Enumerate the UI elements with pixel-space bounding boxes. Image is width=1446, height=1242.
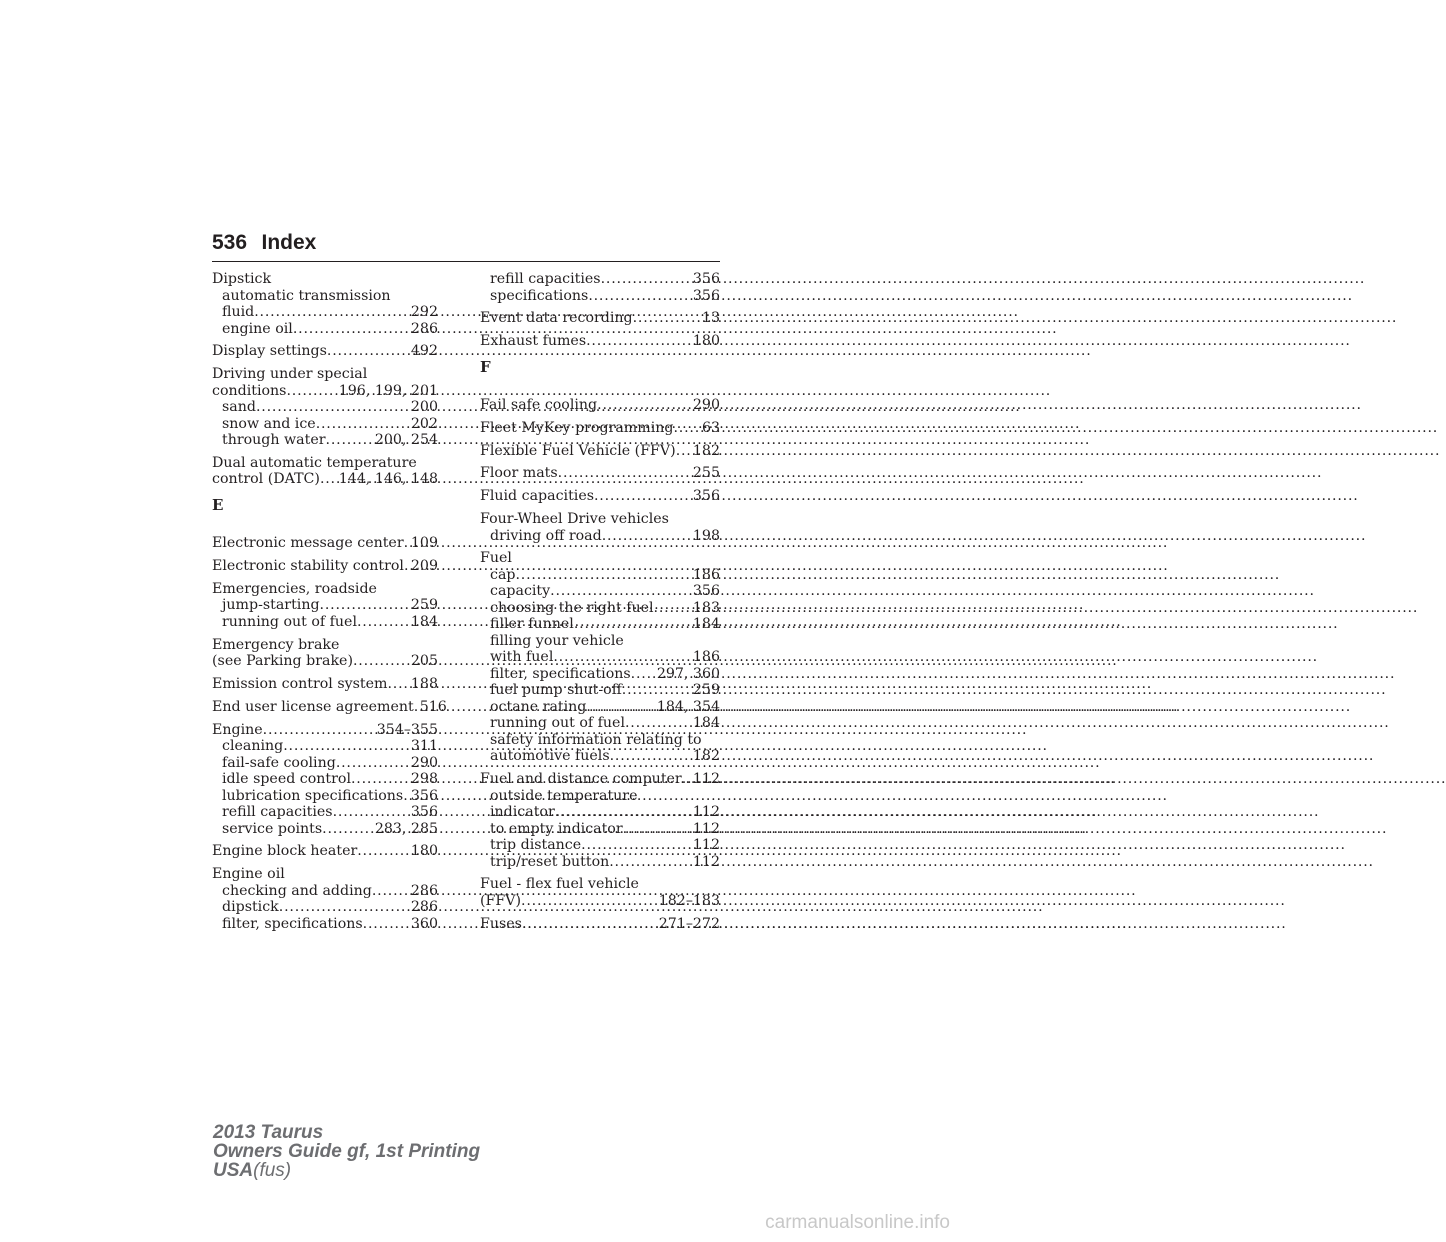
page-reference: 112 bbox=[692, 804, 720, 821]
leader-dots bbox=[558, 465, 693, 482]
leader-dots bbox=[404, 535, 411, 552]
leader-dots bbox=[631, 666, 657, 683]
leader-dots bbox=[293, 321, 411, 338]
index-entry-line bbox=[212, 722, 438, 739]
leader-dots bbox=[403, 788, 411, 805]
index-subentry-line bbox=[480, 600, 720, 617]
leader-dots bbox=[363, 916, 411, 933]
entry-term: Four-Wheel Drive vehicles bbox=[480, 511, 669, 528]
index-entry bbox=[480, 511, 720, 544]
leader-dots bbox=[633, 310, 702, 327]
index-entry-line bbox=[480, 443, 720, 460]
leader-dots bbox=[622, 682, 693, 699]
index-subentry-line bbox=[480, 666, 720, 683]
entry-term: octane rating bbox=[490, 698, 587, 715]
page-reference: 290 bbox=[692, 397, 720, 414]
index-entry bbox=[480, 550, 720, 765]
index-entry-line bbox=[480, 771, 720, 788]
index-entry-line bbox=[480, 876, 720, 893]
index-entry bbox=[480, 771, 720, 870]
leader-dots bbox=[623, 821, 693, 838]
page-reference: 112 bbox=[692, 837, 720, 854]
page-reference: 286 bbox=[410, 899, 438, 916]
index-subentry-line bbox=[212, 288, 438, 305]
entry-term: running out of fuel bbox=[222, 613, 357, 630]
leader-dots bbox=[372, 883, 411, 900]
index-entry bbox=[212, 581, 438, 631]
entry-term: idle speed control bbox=[222, 771, 351, 788]
leader-dots bbox=[516, 567, 693, 584]
index-entry-line bbox=[480, 511, 720, 528]
entry-term: (FFV) bbox=[480, 892, 522, 909]
index-entry-line bbox=[480, 310, 720, 327]
leader-dots bbox=[333, 804, 411, 821]
index-subentry-line bbox=[212, 597, 438, 614]
leader-dots bbox=[404, 558, 411, 575]
entry-term: specifications bbox=[490, 287, 589, 304]
index-entry-line bbox=[212, 653, 438, 670]
index-entry-line bbox=[480, 893, 720, 910]
index-subentry-line bbox=[212, 304, 438, 321]
index-entry-line bbox=[212, 366, 438, 383]
entry-term: Fuel - flex fuel vehicle bbox=[480, 876, 639, 893]
entry-term: Fuel and distance computer bbox=[480, 771, 682, 788]
page-reference: 255 bbox=[692, 465, 720, 482]
page-reference: 112 bbox=[692, 853, 720, 870]
page-reference: 183 bbox=[692, 599, 720, 616]
entry-term: outside temperature bbox=[490, 787, 638, 804]
page-number: 536 bbox=[212, 231, 248, 254]
page-reference: 356 bbox=[692, 287, 720, 304]
entry-term: through water bbox=[222, 432, 326, 449]
index-entry bbox=[480, 876, 720, 909]
leader-dots bbox=[676, 443, 693, 460]
entry-term: Emergency brake bbox=[212, 636, 340, 653]
index-subentry-line bbox=[480, 715, 720, 732]
index-subentry-line bbox=[212, 738, 438, 755]
page-title: Index bbox=[261, 231, 317, 254]
leader-dots bbox=[521, 893, 659, 910]
page-reference: 202 bbox=[410, 415, 438, 432]
index-column-right bbox=[480, 271, 720, 939]
page-reference: 182–183 bbox=[658, 892, 720, 909]
page-reference: 356 bbox=[410, 804, 438, 821]
index-entry-line bbox=[212, 383, 438, 400]
index-subentry-line bbox=[480, 699, 720, 716]
entry-term: Emergencies, roadside bbox=[212, 580, 377, 597]
entry-term: refill capacities bbox=[490, 271, 601, 287]
leader-dots bbox=[322, 821, 375, 838]
page-reference: 492 bbox=[410, 343, 438, 360]
entry-term: fluid bbox=[222, 304, 255, 320]
header-rule bbox=[212, 261, 720, 262]
index-entry bbox=[480, 397, 720, 414]
index-entry bbox=[212, 843, 438, 860]
entry-term: Electronic message center bbox=[212, 535, 404, 552]
entry-term: Flexible Fuel Vehicle (FFV) bbox=[480, 442, 676, 459]
index-subentry-line bbox=[212, 804, 438, 821]
index-subentry-line bbox=[480, 649, 720, 666]
index-entry-line bbox=[212, 535, 438, 552]
entry-term: conditions bbox=[212, 382, 287, 399]
page-reference: 297, 360 bbox=[656, 665, 720, 682]
leader-dots bbox=[327, 343, 411, 360]
page-reference: 259 bbox=[410, 597, 438, 614]
entry-term: Fuses bbox=[480, 915, 522, 932]
entry-term: Exhaust fumes bbox=[480, 333, 587, 350]
index-subentry-line bbox=[480, 616, 720, 633]
page-reference: 356 bbox=[692, 488, 720, 505]
page-reference: 184 bbox=[410, 613, 438, 630]
entry-term: jump-starting bbox=[222, 597, 320, 614]
entry-term: Dual automatic temperature bbox=[212, 454, 417, 471]
leader-dots bbox=[283, 738, 411, 755]
index-subentry-line bbox=[480, 288, 720, 305]
entry-term: fail-safe cooling bbox=[222, 754, 336, 771]
index-subentry-line bbox=[480, 633, 720, 650]
index-entry-line bbox=[212, 581, 438, 598]
index-subentry-line bbox=[212, 788, 438, 805]
page-reference: 200, 254 bbox=[374, 432, 438, 449]
leader-dots bbox=[555, 804, 693, 821]
entry-term: automotive fuels bbox=[490, 748, 610, 765]
entry-term: Fail safe cooling bbox=[480, 397, 598, 414]
leader-dots bbox=[609, 854, 693, 871]
index-letter-heading: E bbox=[212, 495, 224, 514]
index-subentry-line bbox=[212, 883, 438, 900]
index-subentry-line bbox=[480, 804, 720, 821]
leader-dots bbox=[336, 755, 411, 772]
footer-line-guide: Owners Guide gf, 1st Printing bbox=[213, 1141, 481, 1162]
index-entry bbox=[212, 366, 438, 449]
index-entry bbox=[480, 443, 720, 460]
index-subentry-line bbox=[212, 821, 438, 838]
index-entry bbox=[212, 676, 438, 693]
entry-term: to empty indicator bbox=[490, 820, 623, 837]
page-reference: 356 bbox=[410, 787, 438, 804]
index-entry-line bbox=[212, 676, 438, 693]
leader-dots bbox=[326, 432, 375, 449]
entry-term: Event data recording bbox=[480, 310, 633, 327]
index-entry-line bbox=[212, 698, 447, 716]
entry-term: filling your vehicle bbox=[490, 632, 624, 649]
leader-dots bbox=[256, 399, 411, 416]
index-subentry-line bbox=[212, 614, 438, 631]
page-reference: 184 bbox=[692, 715, 720, 732]
page-reference: 356 bbox=[692, 583, 720, 600]
entry-term: sand bbox=[222, 399, 256, 416]
page-reference: 188 bbox=[410, 676, 438, 693]
leader-dots bbox=[574, 616, 693, 633]
index-entry-line bbox=[212, 271, 438, 288]
index-entry bbox=[212, 637, 438, 670]
entry-term: control (DATC) bbox=[212, 471, 320, 488]
page-reference: 311 bbox=[410, 738, 438, 755]
leader-dots bbox=[625, 715, 693, 732]
entry-term: Floor mats bbox=[480, 465, 558, 482]
index-subentry-line bbox=[212, 771, 438, 788]
leader-dots bbox=[279, 899, 411, 916]
leader-dots bbox=[351, 771, 411, 788]
entry-term: checking and adding bbox=[222, 882, 372, 899]
page-reference: 198 bbox=[692, 527, 720, 544]
entry-term: choosing the right fuel bbox=[490, 599, 654, 616]
page-reference: 112 bbox=[692, 771, 720, 788]
page-reference: 196, 199, 201 bbox=[338, 382, 438, 399]
page-reference: 184, 354 bbox=[656, 698, 720, 715]
index-column-left bbox=[212, 271, 447, 939]
leader-dots bbox=[654, 600, 693, 617]
index-entry-line bbox=[480, 488, 720, 505]
entry-term: safety information relating to bbox=[490, 731, 702, 748]
index-entry bbox=[480, 333, 720, 350]
footer bbox=[213, 1123, 480, 1180]
page-reference: 354–355 bbox=[376, 721, 438, 738]
entry-term: engine oil bbox=[222, 320, 293, 337]
index-entry-line bbox=[480, 333, 720, 350]
index-entry-line bbox=[212, 866, 438, 883]
page-reference: 286 bbox=[410, 882, 438, 899]
index-entry-line bbox=[212, 343, 438, 360]
index-entry bbox=[212, 271, 438, 337]
index-subentry-line bbox=[480, 748, 720, 765]
page-reference: 360 bbox=[410, 915, 438, 932]
index-subentry-line bbox=[212, 899, 438, 916]
index-entry bbox=[212, 866, 438, 932]
page-reference: 205 bbox=[410, 653, 438, 670]
page-reference: 290 bbox=[410, 754, 438, 771]
leader-dots bbox=[581, 837, 693, 854]
index-entry bbox=[480, 271, 720, 304]
entry-term: trip/reset button bbox=[490, 853, 610, 870]
page-reference: 259 bbox=[692, 682, 720, 699]
page-reference: 180 bbox=[692, 333, 720, 350]
index-entry bbox=[480, 310, 720, 327]
page-reference: 184 bbox=[692, 616, 720, 633]
page-reference: 271–272 bbox=[658, 915, 720, 932]
index-entry-line bbox=[480, 465, 720, 482]
entry-term: trip distance bbox=[490, 837, 582, 854]
page-reference: 63 bbox=[701, 419, 720, 436]
entry-term: Engine block heater bbox=[212, 843, 358, 860]
index-entry bbox=[212, 722, 438, 838]
entry-term: Driving under special bbox=[212, 366, 368, 383]
entry-term: dipstick bbox=[222, 899, 279, 916]
index-entry-line bbox=[480, 550, 720, 567]
page-reference: 356 bbox=[692, 271, 720, 287]
entry-term: Display settings bbox=[212, 343, 327, 360]
entry-term: running out of fuel bbox=[490, 715, 625, 732]
index-entry bbox=[212, 698, 447, 716]
entry-term: Electronic stability control bbox=[212, 558, 404, 575]
entry-term: End user license agreement bbox=[212, 698, 414, 715]
leader-dots bbox=[550, 583, 693, 600]
footer-line-region: USA(fus) bbox=[213, 1160, 292, 1181]
entry-term: indicator bbox=[490, 804, 555, 821]
leader-dots bbox=[263, 722, 377, 739]
index-entry-line bbox=[212, 637, 438, 654]
index-entry-line bbox=[212, 843, 438, 860]
leader-dots bbox=[610, 748, 693, 765]
entry-term: Dipstick bbox=[212, 271, 272, 287]
entry-term: service points bbox=[222, 820, 323, 837]
leader-dots bbox=[357, 614, 411, 631]
leader-dots bbox=[682, 771, 693, 788]
index-subentry-line bbox=[480, 854, 720, 871]
index-subentry-line bbox=[212, 432, 438, 449]
page-reference: 144, 146, 148 bbox=[338, 471, 438, 488]
entry-term: driving off road bbox=[490, 527, 602, 544]
watermark: carmanualsonline.info bbox=[765, 1212, 950, 1233]
index-subentry-line bbox=[480, 732, 720, 749]
index-entry-line bbox=[480, 420, 720, 437]
index-entry-line bbox=[212, 471, 438, 488]
index-subentry-line bbox=[212, 755, 438, 772]
entry-term: Fleet MyKey programming bbox=[480, 419, 674, 436]
page-reference: 112 bbox=[692, 820, 720, 837]
leader-dots bbox=[254, 304, 411, 321]
entry-term: capacity bbox=[490, 583, 551, 600]
index-entry-line bbox=[212, 558, 438, 575]
index-subentry-line bbox=[480, 583, 720, 600]
page-reference: 200 bbox=[410, 399, 438, 416]
entry-term: cap bbox=[490, 566, 516, 583]
page-reference: 182 bbox=[692, 442, 720, 459]
entry-term: automatic transmission bbox=[222, 287, 391, 304]
index-entry bbox=[480, 465, 720, 482]
index-subentry-line bbox=[480, 271, 720, 288]
leader-dots bbox=[357, 843, 411, 860]
entry-term: lubrication specifications bbox=[222, 787, 404, 804]
entry-term: filter, specifications bbox=[490, 665, 631, 682]
page-reference: 180 bbox=[410, 843, 438, 860]
index-letter-heading: F bbox=[480, 357, 491, 376]
page-reference: 298 bbox=[410, 771, 438, 788]
leader-dots bbox=[588, 288, 693, 305]
entry-term: filter, specifications bbox=[222, 915, 363, 932]
index-subentry-line bbox=[212, 321, 438, 338]
page-reference: 186 bbox=[692, 566, 720, 583]
entry-term: Emission control system bbox=[212, 676, 388, 693]
entry-term: Engine oil bbox=[212, 866, 285, 883]
index-entry-line bbox=[480, 916, 720, 933]
index-entry bbox=[480, 916, 720, 933]
index-subentry-line bbox=[212, 916, 438, 933]
entry-term: Fluid capacities bbox=[480, 488, 594, 505]
entry-term: snow and ice bbox=[222, 415, 316, 432]
leader-dots bbox=[286, 383, 338, 400]
page-reference: 182 bbox=[692, 748, 720, 765]
index-subentry-line bbox=[480, 528, 720, 545]
index-subentry-line bbox=[480, 682, 720, 699]
page-reference: 516 bbox=[419, 698, 447, 715]
index-subentry-line bbox=[212, 399, 438, 416]
leader-dots bbox=[586, 699, 656, 716]
index-subentry-line bbox=[480, 567, 720, 584]
entry-term: Fuel bbox=[480, 550, 512, 567]
index-subentry-line bbox=[480, 788, 720, 805]
leader-dots bbox=[601, 271, 693, 288]
index-subentry-line bbox=[480, 837, 720, 854]
leader-dots bbox=[597, 397, 693, 414]
entry-term: filler funnel bbox=[490, 616, 574, 633]
index-entry bbox=[212, 558, 438, 575]
leader-dots bbox=[586, 333, 693, 350]
page-reference: 186 bbox=[692, 649, 720, 666]
leader-dots bbox=[320, 597, 411, 614]
entry-term: with fuel bbox=[490, 649, 554, 666]
page-header bbox=[212, 231, 720, 255]
entry-term: refill capacities bbox=[222, 804, 333, 821]
page-reference: 209 bbox=[410, 558, 438, 575]
leader-dots bbox=[602, 528, 693, 545]
leader-dots bbox=[320, 471, 339, 488]
index-entry-line bbox=[480, 397, 720, 414]
leader-dots bbox=[553, 649, 693, 666]
index-entry bbox=[212, 343, 438, 360]
index-subentry-line bbox=[480, 821, 720, 838]
entry-term: (see Parking brake) bbox=[212, 653, 353, 670]
index-entry bbox=[480, 488, 720, 505]
page-reference: 283, 285 bbox=[374, 820, 438, 837]
page-reference: 286 bbox=[410, 320, 438, 337]
index-subentry-line bbox=[212, 416, 438, 433]
entry-term: Engine bbox=[212, 721, 263, 738]
index-entry bbox=[480, 420, 720, 437]
leader-dots bbox=[673, 420, 701, 437]
page-reference: 13 bbox=[701, 310, 720, 327]
leader-dots bbox=[522, 916, 659, 933]
entry-term: fuel pump shut-off bbox=[490, 682, 622, 699]
leader-dots bbox=[316, 416, 411, 433]
index-entry bbox=[212, 535, 438, 552]
leader-dots bbox=[387, 676, 410, 693]
page-reference: 292 bbox=[410, 304, 438, 320]
leader-dots bbox=[353, 653, 411, 670]
leader-dots bbox=[594, 488, 693, 505]
footer-line-model: 2013 Taurus bbox=[213, 1122, 324, 1143]
page-reference: 109 bbox=[410, 535, 438, 552]
index-entry-line bbox=[212, 455, 438, 472]
entry-term: cleaning bbox=[222, 738, 284, 755]
index-entry bbox=[212, 455, 438, 488]
